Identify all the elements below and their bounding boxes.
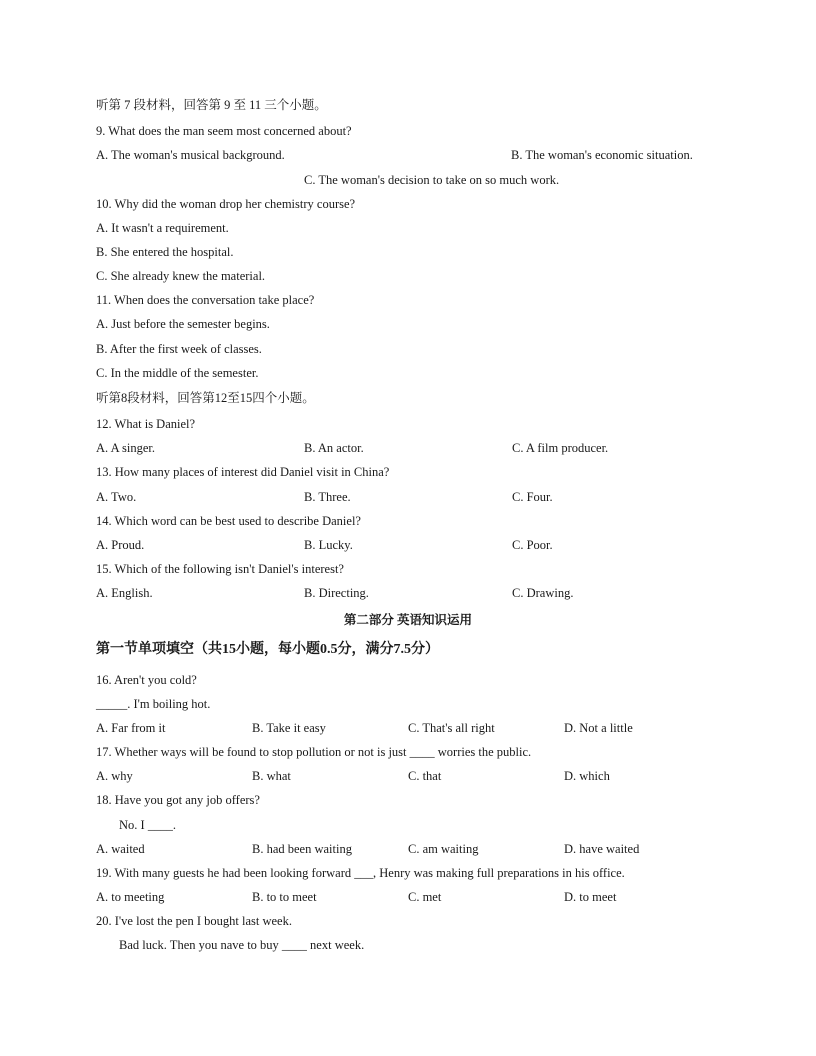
q20-stem: 20. I've lost the pen I bought last week. [96,914,292,928]
q11-option-a: A. Just before the semester begins. [96,317,270,331]
q14-stem: 14. Which word can be best used to describe Daniel? [96,514,361,528]
q12-option-b: B. An actor. [304,441,364,455]
q19-stem: 19. With many guests he had been looking forward ___, Henry was making full preparations in his office. [96,866,625,880]
q18-option-b: B. had been waiting [252,842,352,856]
q15-option-b: B. Directing. [304,586,369,600]
q16-stem: 16. Aren't you cold? [96,673,197,687]
q17-option-b: B. what [252,769,291,783]
q16-option-a: A. Far from it [96,721,166,735]
q10-option-a: A. It wasn't a requirement. [96,221,229,235]
q16-reply: _____. I'm boiling hot. [96,697,211,711]
q18-option-d: D. have waited [564,842,640,856]
q11-stem: 11. When does the conversation take place? [96,293,315,307]
q9-option-c: C. The woman's decision to take on so much work. [304,173,560,187]
q20-reply: Bad luck. Then you nave to buy ____ next week. [119,938,365,952]
q13-stem: 13. How many places of interest did Daniel visit in China? [96,465,390,479]
q18-stem: 18. Have you got any job offers? [96,793,260,807]
part2-title: 第二部分 英语知识运用 [343,613,473,627]
q19-option-b: B. to to meet [252,890,317,904]
q14-option-b: B. Lucky. [304,538,353,552]
q10-option-c: C. She already knew the material. [96,269,266,283]
q19-option-a: A. to meeting [96,890,165,904]
q17-option-c: C. that [408,769,442,783]
q17-option-a: A. why [96,769,133,783]
q9-option-b: B. The woman's economic situation. [511,148,693,162]
q9-option-a: A. The woman's musical background. [96,148,285,162]
q17-stem: 17. Whether ways will be found to stop pollution or not is just ____ worries the public. [96,745,532,759]
q12-option-c: C. A film producer. [512,441,609,455]
q11-option-b: B. After the first week of classes. [96,342,262,356]
q19-option-d: D. to meet [564,890,617,904]
q14-option-c: C. Poor. [512,538,553,552]
q16-option-d: D. Not a little [564,721,633,735]
q15-option-c: C. Drawing. [512,586,574,600]
section8-intro: 听第8段材料，回答第12至15四个小题。 [96,391,315,405]
q14-option-a: A. Proud. [96,538,145,552]
q15-option-a: A. English. [96,586,153,600]
q9-stem: 9. What does the man seem most concerned about? [96,124,352,138]
q18-option-c: C. am waiting [408,842,479,856]
q13-option-b: B. Three. [304,490,351,504]
q13-option-a: A. Two. [96,490,137,504]
q10-stem: 10. Why did the woman drop her chemistry course? [96,197,356,211]
q15-stem: 15. Which of the following isn't Daniel's interest? [96,562,344,576]
q18-option-a: A. waited [96,842,145,856]
q16-option-c: C. That's all right [408,721,495,735]
q11-option-c: C. In the middle of the semester. [96,366,259,380]
part2-section-title: 第一节单项填空（共15小题，每小题0.5分，满分7.5分） [96,642,439,657]
q12-stem: 12. What is Daniel? [96,417,196,431]
section7-intro: 听第 7 段材料，回答第 9 至 11 三个小题。 [96,98,327,112]
q17-option-d: D. which [564,769,610,783]
q16-option-b: B. Take it easy [252,721,326,735]
q13-option-c: C. Four. [512,490,553,504]
q10-option-b: B. She entered the hospital. [96,245,234,259]
q19-option-c: C. met [408,890,442,904]
q12-option-a: A. A singer. [96,441,156,455]
q18-reply: No. I ____. [119,818,176,832]
